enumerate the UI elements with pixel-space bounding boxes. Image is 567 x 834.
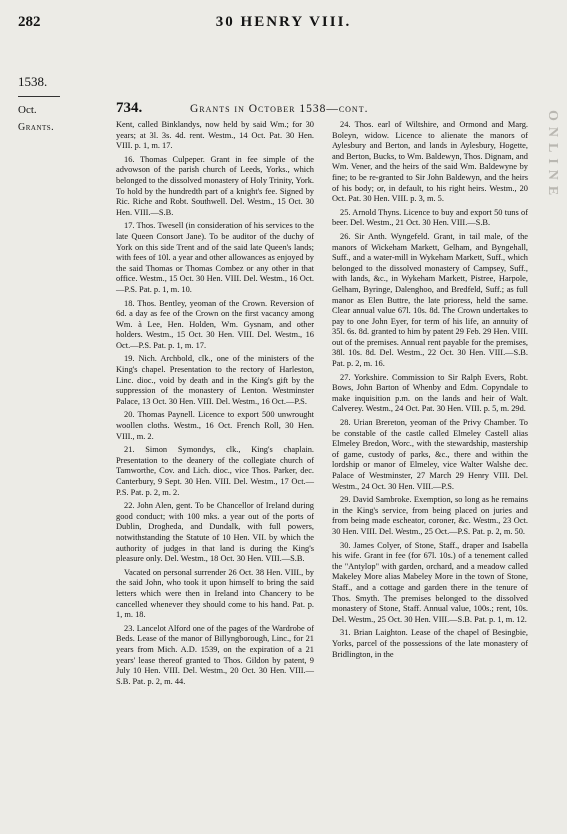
paragraph: Kent, called Binklandys, now held by said Wm.; for 30 years; at 3l. 3s. 4d. rent. Westm., 14 Oct. Pat. 30 Hen. VIII. p. 1, m. 17. bbox=[116, 120, 314, 151]
left-column bbox=[116, 120, 314, 690]
entry-headline: Grants in October 1538—cont. bbox=[190, 103, 369, 115]
side-month: Oct. bbox=[18, 104, 37, 116]
right-column bbox=[332, 120, 528, 663]
paragraph: 26. Sir Anth. Wyngefeld. Grant, in tail male, of the manors of Wickeham Markett, Gelham, and Byngehall, Suff., and a water-mill in Wykeham Markett, Suff., which belonged to the dissolved monastery of Campsey, Suff., with lands, &c., in Wykeham Markett, Pistree, Harpole, Gelham, Byringe, Dalenghoo, and Bredfeld, Suff.; as full manor as Elen Buttre, the late prioress, held the same. Clear annual value 67l. 10s. 8d. The Crown undertakes to pay to one John Eyer, for term of his life, an annuity of 35l. 6s. 8d. granted to him by patent 29 Feb. 29 Hen. VIII. out of the premises. Annual rent payable for the premises, 38l. 10s. 8d. Del. Westm., 22 Oct. 30 Hen. VIII.—S.B. Pat. p. 2, m. 16. bbox=[332, 231, 528, 369]
paragraph: 29. David Sambroke. Exemption, so long as he remains in the King's service, from being placed on juries and from being made escheator, coroner, &c. Westm., 23 Oct. 30 Hen. VIII. Del. Westm., 25 Oct.—P.S. Pat. p. 2, m. 50. bbox=[332, 495, 528, 536]
paragraph: Vacated on personal surrender 26 Oct. 38 Hen. VIII., by the said John, who took it upon himself to bring the said letters which were then in Ireland into Chancery to be cancelled whenever they should come to his hand. Pat. p. 1, m. 18. bbox=[116, 567, 314, 620]
paragraph: 16. Thomas Culpeper. Grant in fee simple of the advowson of the parish church of Leeds, Yorks., which belonged to the dissolved monastery of Holy Trinity, York. To hold by the hundredth part of a knight's fee. Signed by Ric. Riche and Robt. Southwell. Del. Westm., 15 Oct. 30 Hen. VIII.—S.B. bbox=[116, 154, 314, 217]
paragraph: 27. Yorkshire. Commission to Sir Ralph Evers, Robt. Bows, John Barton of Whenby and Edm. Copyndale to make inquisition p.m. on the lands and heir of Walt. Calverey. Westm., 24 Oct. Pat. 30 Hen. VIII. p. 5, m. 29d. bbox=[332, 372, 528, 414]
running-head: 30 HENRY VIII. bbox=[215, 14, 352, 30]
entry-number: 734. bbox=[116, 100, 143, 116]
paragraph: 30. James Colyer, of Stone, Staff., draper and Isabella his wife. Grant in fee (for 67l. 10s.) of a tenement called the "Antylop" with garden, orchard, and a meadow called Makeley More alias Mabeley More in the town of Stone, Staff., and a cottage and garden there in the tenure of Thos. Smyth. The premises belonged to the dissolved monastery of Stone, Staff. Annual value, 100s.; rent, 10s. Del. Westm., 25 Oct. 30 Hen. VIII.—S.B. Pat. p. 1, m. 12. bbox=[332, 540, 528, 624]
page-number: 282 bbox=[18, 14, 41, 30]
paragraph: 21. Simon Symondys, clk., King's chaplain. Presentation to the deanery of the collegiate church of Tamworthe, Cov. and Lich. dioc., vice Thos. Parker, dec. Canterbury, 9 Sept. 30 Hen. VIII. Del. Westm., 17 Oct.—P.S. Pat. p. 2, m. 2. bbox=[116, 445, 314, 497]
paragraph: 17. Thos. Twesell (in consideration of his services to the late Queen Consort Jane). To be auditor of the duchy of York on this side Trent and of the said late Queen's lands; with fees of 10l. a year and other allowances as enjoyed by the said Thomas or Thomas Combez or any other in that office. Westm., 15 Oct. 30 Hen. VIII. Del. Westm., 16 Oct.—P.S. Pat. p. 1, m. 10. bbox=[116, 221, 314, 294]
paragraph: 31. Brian Laighton. Lease of the chapel of Besingbie, Yorks, parcel of the possessions of the late monastery of Bridlington, in the bbox=[332, 628, 528, 659]
paragraph: 23. Lancelot Alford one of the pages of the Wardrobe of Beds. Lease of the manor of Billyngborough, Linc., for 21 years from Mich. A.D. 1539, on the expiration of a 21 years' lease thereof granted to Thos. Gildon by patent, 9 July 10 Hen. VIII. Del. Westm., 20 Oct. 30 Hen. VIII.—S.B. Pat. p. 2, m. 44. bbox=[116, 623, 314, 686]
side-rule bbox=[18, 96, 60, 97]
side-year: 1538. bbox=[18, 74, 48, 89]
paragraph: 19. Nich. Archbold, clk., one of the ministers of the King's chapel. Presentation to the rectory of Harleston, Linc. dioc., void by death and in the King's gift by the suppression of the monastery of Lenton. Westminster Palace, 13 Oct. 30 Hen. VIII. Del. Westm., 16 Oct.—P.S. bbox=[116, 354, 314, 406]
paragraph: 20. Thomas Paynell. Licence to export 500 unwrought woollen cloths. Westm., 16 Oct. French Roll, 30 Hen. VIII., m. 2. bbox=[116, 410, 314, 441]
side-section: Grants. bbox=[18, 122, 55, 133]
paragraph: 18. Thos. Bentley, yeoman of the Crown. Reversion of 6d. a day as fee of the Crown on the first vacancy among Wm. à Lee, Hen. Holden, Wm. Gysnam, and other holders. Westm., 15 Oct. 30 Hen. VIII. Del. Westm., 16 Oct.—P.S. Pat. p. 1, m. 17. bbox=[116, 298, 314, 350]
paragraph: 28. Urian Brereton, yeoman of the Privy Chamber. To be constable of the castle called Elmeley Castell alias Elmeley Bredon, Worc., with the stewardship, mastership of game, custody of parks, &c., there and within the lordship or manor of Elmeley, vice Walter Walshe dec. Palace of Westminster, 27 March 29 Henry VIII. Del. Westm., 24 Oct. 30 Hen. VIII.—P.S. bbox=[332, 418, 528, 491]
paragraph: 25. Arnold Thyns. Licence to buy and export 50 tuns of beer. Del. Westm., 21 Oct. 30 Hen. VIII.—S.B. bbox=[332, 207, 528, 228]
watermark bbox=[534, 110, 564, 810]
paragraph: 22. John Alen, gent. To be Chancellor of Ireland during good conduct; with 100 mks. a year out of the ports of Dublin, Drogheda, and Dundalk, with full powers, notwithstanding the Statute of 10 Hen. VII. by which the authority of judges in that land is during the King's pleasure only. Del. Westm., 18 Oct. 30 Hen. VIII.—S.B. bbox=[116, 501, 314, 564]
paragraph: 24. Thos. earl of Wiltshire, and Ormond and Marg. Boleyn, widow. Licence to alienate the manors of Aylesbury and Berton, and lands in Aylesbury, Hogette, and Berton, Bucks, to Wm. Baldewyn, Thos. Dignam, and Wm. Vener, and the heirs of the said Wm. Baldewyne by fine; to be re-granted to Sir John Baldewyn, and the heirs of his body; or, in default, to his right heirs. Westm., 20 Oct. Pat. 30 Hen. VIII. p. 3, m. 5. bbox=[332, 120, 528, 204]
watermark-text: ONLINE bbox=[545, 110, 560, 202]
